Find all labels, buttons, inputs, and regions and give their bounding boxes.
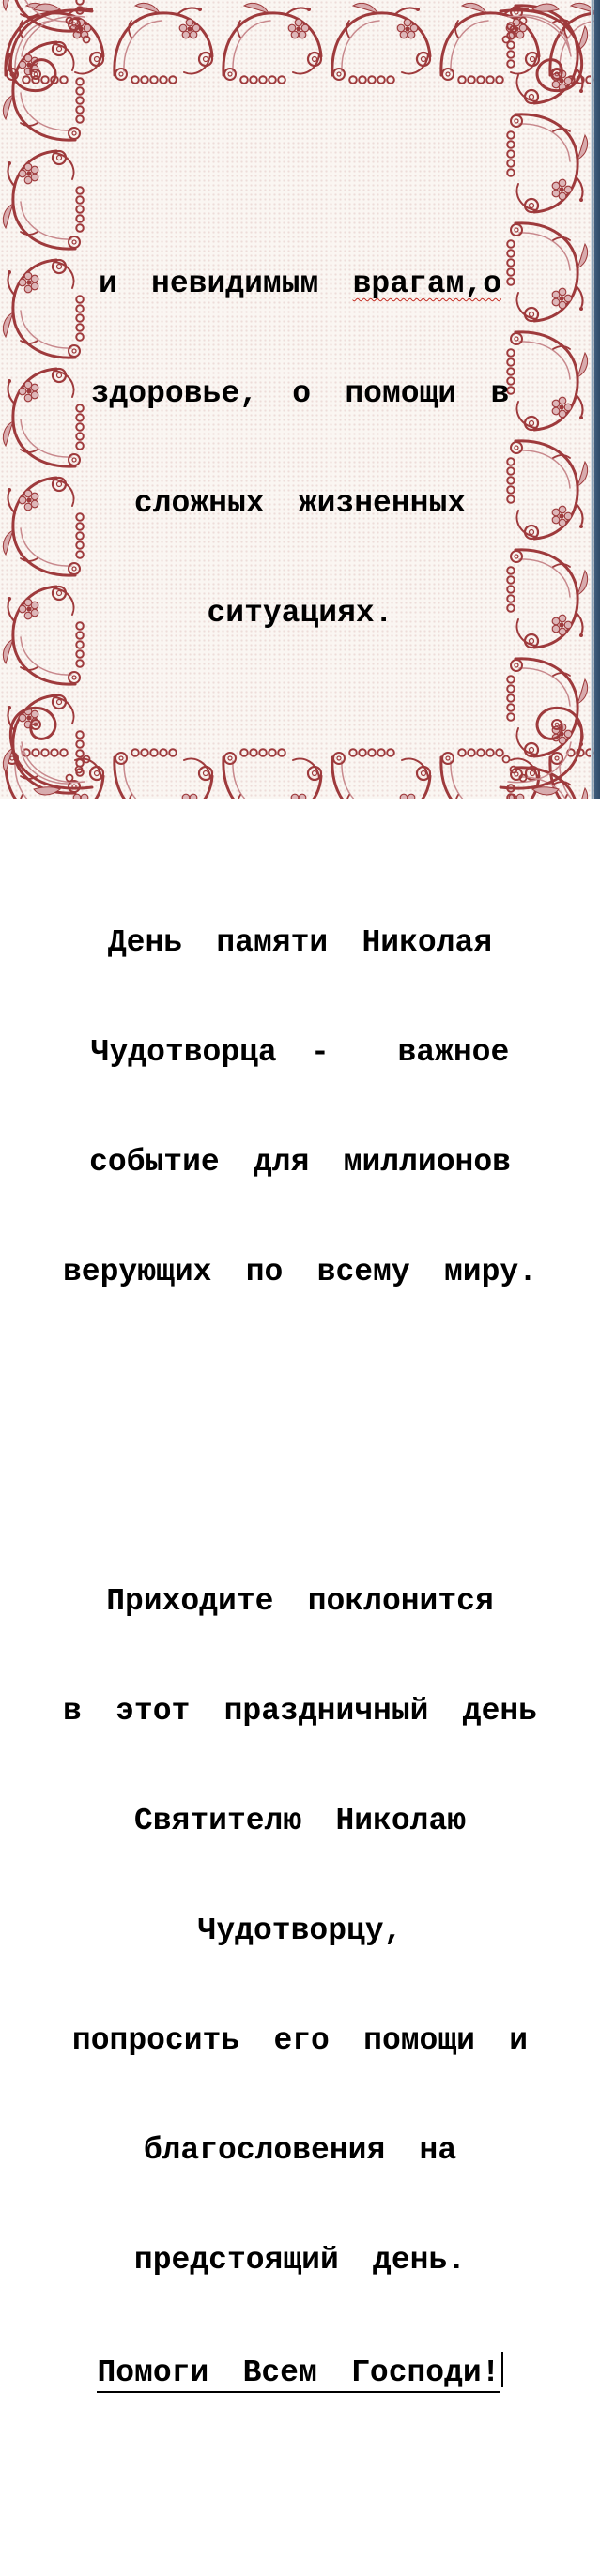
text-line[interactable]: верующих по всему миру. bbox=[63, 1255, 537, 1289]
text-line[interactable] bbox=[53, 266, 547, 302]
text-line[interactable]: в этот праздничный день bbox=[63, 1694, 537, 1729]
text-line[interactable]: сложных жизненных bbox=[133, 486, 467, 521]
window-right-edge bbox=[591, 0, 600, 799]
paragraph-1 bbox=[53, 192, 547, 705]
text-line[interactable]: Святителю Николаю bbox=[133, 1804, 467, 1838]
paragraph-2 bbox=[53, 851, 547, 1364]
text-line[interactable]: благословения на bbox=[143, 2133, 457, 2168]
misspelled-word[interactable]: врагам,о bbox=[352, 267, 502, 301]
line-text: и невидимым bbox=[98, 267, 353, 301]
text-line[interactable]: ситуациях. bbox=[207, 596, 393, 631]
document-text-area[interactable] bbox=[53, 83, 547, 2576]
text-line[interactable]: попросить его помощи и bbox=[71, 2023, 529, 2058]
text-line[interactable]: здоровье, о помощи в bbox=[90, 376, 510, 411]
paragraph-3 bbox=[53, 1510, 547, 2466]
text-caret bbox=[501, 2352, 503, 2387]
text-line[interactable]: День памяти Николая bbox=[107, 925, 493, 960]
text-line[interactable]: событие для миллионов bbox=[89, 1145, 511, 1180]
text-line[interactable] bbox=[53, 2352, 547, 2393]
text-line[interactable]: Чудотворца - важное bbox=[90, 1035, 510, 1070]
text-line[interactable]: предстоящий день. bbox=[133, 2243, 467, 2278]
text-line[interactable]: Приходите поклонится bbox=[106, 1584, 494, 1619]
text-line[interactable]: Чудотворцу, bbox=[197, 1913, 403, 1948]
underlined-blessing-text: Помоги Всем Господи! bbox=[97, 2356, 500, 2393]
